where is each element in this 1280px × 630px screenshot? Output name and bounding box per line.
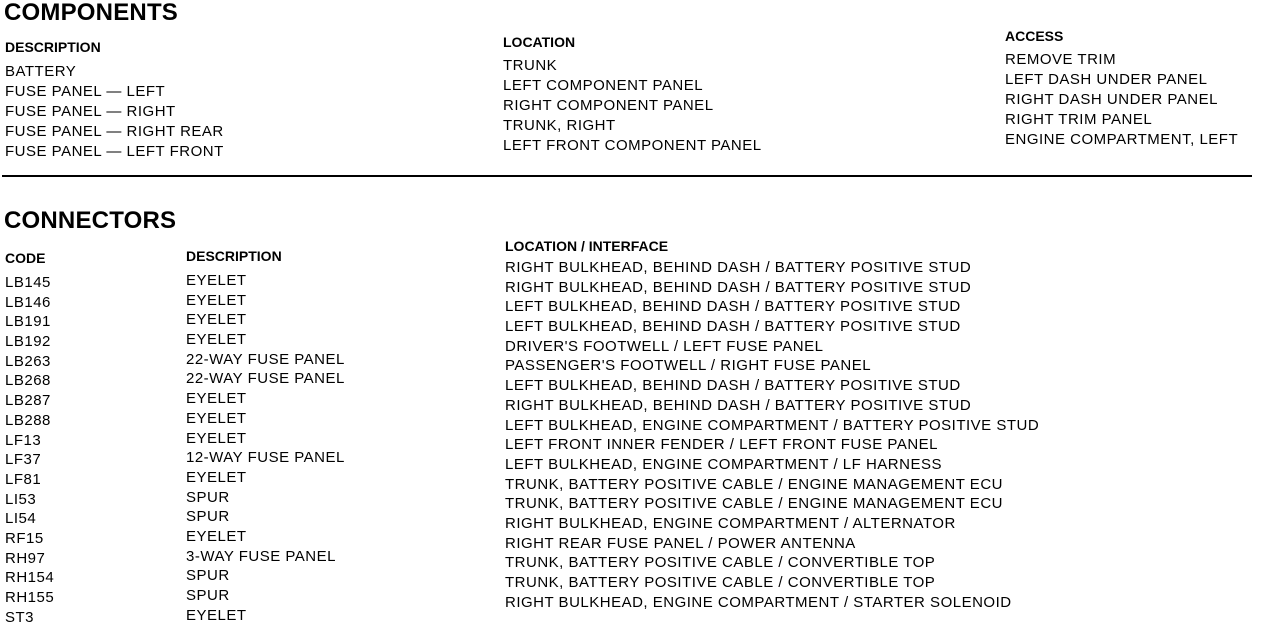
connector-description: EYELET <box>186 429 247 447</box>
connector-location: LEFT FRONT INNER FENDER / LEFT FRONT FUSE PANEL <box>505 436 939 454</box>
connector-description: EYELET <box>186 606 247 624</box>
connector-description: SPUR <box>186 567 230 585</box>
component-access: REMOVE TRIM <box>1005 51 1117 68</box>
connector-description: EYELET <box>186 272 247 289</box>
connectors-description-header: DESCRIPTION <box>186 248 282 264</box>
connector-code: LB146 <box>5 293 51 311</box>
components-location-header: LOCATION <box>503 34 576 50</box>
component-access: RIGHT DASH UNDER PANEL <box>1005 91 1218 108</box>
connector-description: EYELET <box>186 390 247 408</box>
connector-description: 12-WAY FUSE PANEL <box>186 449 345 467</box>
connector-code: LB192 <box>5 333 51 351</box>
connector-description: SPUR <box>186 587 230 604</box>
component-location: LEFT COMPONENT PANEL <box>503 77 704 94</box>
connectors-location-header: LOCATION / INTERFACE <box>505 238 669 254</box>
connector-description: EYELET <box>186 527 247 545</box>
connector-location: TRUNK, BATTERY POSITIVE CABLE / ENGINE MANAGEMENT ECU <box>505 495 1003 513</box>
connector-description: 3-WAY FUSE PANEL <box>186 547 336 565</box>
component-access: ENGINE COMPARTMENT, LEFT <box>1005 131 1239 148</box>
connector-description: SPUR <box>186 508 230 526</box>
component-location: TRUNK <box>503 57 558 74</box>
component-access: LEFT DASH UNDER PANEL <box>1005 71 1208 88</box>
connector-description: EYELET <box>186 331 247 349</box>
connector-location: RIGHT BULKHEAD, BEHIND DASH / BATTERY POSITIVE STUD <box>505 259 972 276</box>
connector-location: LEFT BULKHEAD, BEHIND DASH / BATTERY POSITIVE STUD <box>505 298 961 316</box>
components-description-column <box>5 62 224 162</box>
connector-location: RIGHT REAR FUSE PANEL / POWER ANTENNA <box>505 534 856 552</box>
components-access-header: ACCESS <box>1005 28 1064 44</box>
connector-location: PASSENGER'S FOOTWELL / RIGHT FUSE PANEL <box>505 357 872 375</box>
connector-location: RIGHT BULKHEAD, ENGINE COMPARTMENT / ALTERNATOR <box>505 514 956 532</box>
connector-location: DRIVER'S FOOTWELL / LEFT FUSE PANEL <box>505 337 824 355</box>
connector-location: RIGHT BULKHEAD, BEHIND DASH / BATTERY POSITIVE STUD <box>505 278 972 296</box>
connector-code: LF81 <box>5 470 42 488</box>
connector-description: EYELET <box>186 311 247 329</box>
components-access-column <box>1005 50 1238 150</box>
connector-code: RH97 <box>5 549 46 567</box>
connector-description: SPUR <box>186 488 230 506</box>
component-location: LEFT FRONT COMPONENT PANEL <box>503 137 762 154</box>
connector-code: LI54 <box>5 510 37 528</box>
connector-code: LB288 <box>5 411 51 429</box>
connector-description: EYELET <box>186 409 247 427</box>
connector-description: 22-WAY FUSE PANEL <box>186 350 345 368</box>
connectors-description-column <box>186 271 345 625</box>
components-description-header: DESCRIPTION <box>5 39 101 55</box>
connector-code: LB145 <box>5 274 51 291</box>
connector-location: TRUNK, BATTERY POSITIVE CABLE / CONVERTIBLE TOP <box>505 574 936 591</box>
connector-code: RH155 <box>5 589 55 606</box>
component-access: RIGHT TRIM PANEL <box>1005 111 1153 128</box>
connector-code: LI53 <box>5 490 37 508</box>
connector-location: TRUNK, BATTERY POSITIVE CABLE / CONVERTIBLE TOP <box>505 554 936 572</box>
connector-code: LB287 <box>5 392 51 410</box>
connector-location: TRUNK, BATTERY POSITIVE CABLE / ENGINE MANAGEMENT ECU <box>505 475 1003 493</box>
components-location-column <box>503 56 762 156</box>
connector-description: EYELET <box>186 468 247 486</box>
component-description: FUSE PANEL — LEFT FRONT <box>5 143 224 160</box>
connector-code: RF15 <box>5 529 44 547</box>
connector-location: LEFT BULKHEAD, BEHIND DASH / BATTERY POSITIVE STUD <box>505 377 961 395</box>
connector-code: LB263 <box>5 352 51 370</box>
connector-code: ST3 <box>5 608 35 626</box>
connectors-code-header: CODE <box>5 250 46 266</box>
connector-code: LF13 <box>5 431 42 449</box>
connectors-location-column <box>505 258 1039 612</box>
components-title: COMPONENTS <box>4 0 179 26</box>
section-divider <box>2 175 1252 177</box>
connector-code: LB268 <box>5 372 51 390</box>
connector-code: RH154 <box>5 569 55 587</box>
connector-location: RIGHT BULKHEAD, ENGINE COMPARTMENT / STARTER SOLENOID <box>505 593 1012 611</box>
connector-location: LEFT BULKHEAD, BEHIND DASH / BATTERY POSITIVE STUD <box>505 318 961 336</box>
component-description: FUSE PANEL — RIGHT REAR <box>5 123 224 140</box>
connector-location: RIGHT BULKHEAD, BEHIND DASH / BATTERY POSITIVE STUD <box>505 396 972 414</box>
connectors-code-column <box>5 273 54 627</box>
connector-location: LEFT BULKHEAD, ENGINE COMPARTMENT / LF HARNESS <box>505 455 942 473</box>
connector-description: 22-WAY FUSE PANEL <box>186 370 345 388</box>
connectors-title: CONNECTORS <box>4 207 177 234</box>
component-location: RIGHT COMPONENT PANEL <box>503 97 714 114</box>
component-description: FUSE PANEL — LEFT <box>5 83 166 100</box>
component-location: TRUNK, RIGHT <box>503 117 616 134</box>
connector-location: LEFT BULKHEAD, ENGINE COMPARTMENT / BATTERY POSITIVE STUD <box>505 416 1040 434</box>
connector-code: LB191 <box>5 313 51 331</box>
connector-description: EYELET <box>186 291 247 309</box>
component-description: BATTERY <box>5 63 77 80</box>
component-description: FUSE PANEL — RIGHT <box>5 103 176 120</box>
connector-code: LF37 <box>5 451 42 469</box>
